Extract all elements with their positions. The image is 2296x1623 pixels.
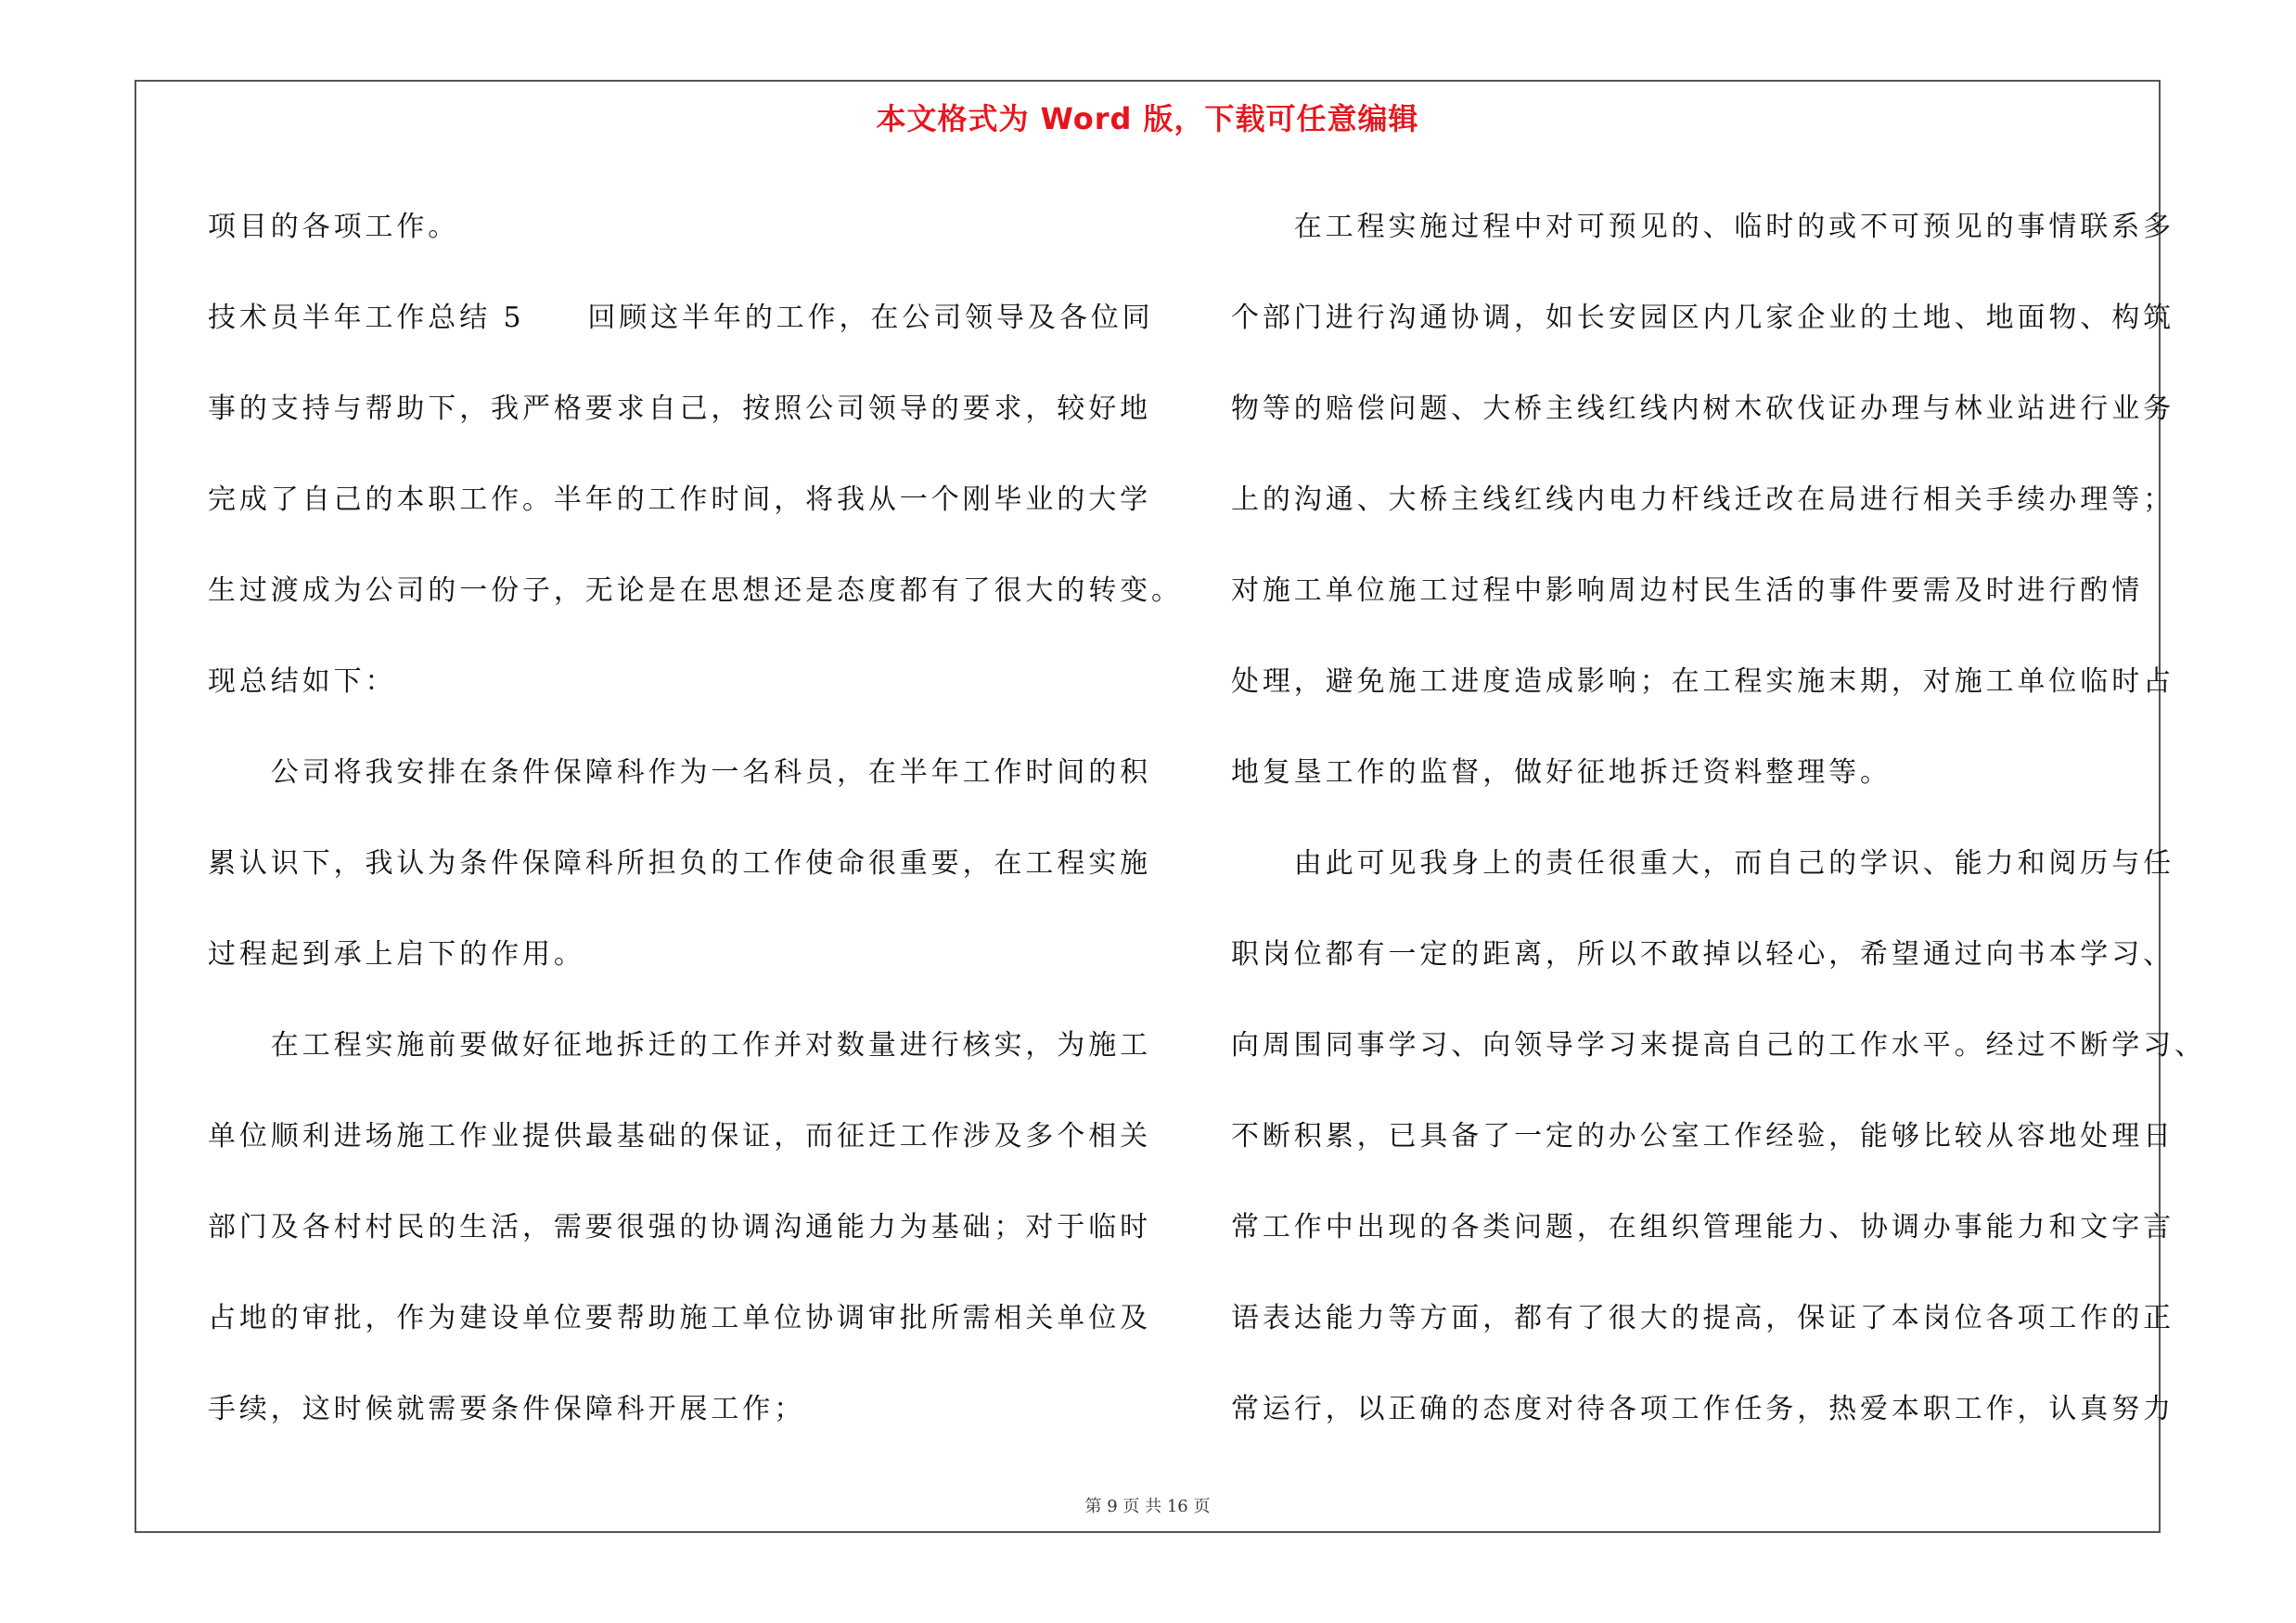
left-line: 过程起到承上启下的作用。 [208, 938, 585, 971]
right-line: 对施工单位施工过程中影响周边村民生活的事件要需及时进行酌情 [1231, 574, 2144, 607]
left-line: 公司将我安排在条件保障科作为一名科员，在半年工作时间的积 [208, 756, 1151, 789]
left-line: 事的支持与帮助下，我严格要求自己，按照公司领导的要求，较好地 [208, 393, 1151, 425]
page-frame [135, 80, 2206, 1533]
right-line: 常运行，以正确的态度对待各项工作任务，热爱本职工作，认真努力 [1231, 1393, 2174, 1425]
left-line: 技术员半年工作总结 5 回顾这半年的工作，在公司领导及各位同 [208, 302, 1154, 334]
left-line: 生过渡成为公司的一份子，无论是在思想还是态度都有了很大的转变。 [208, 574, 1183, 607]
right-line: 上的沟通、大桥主线红线内电力杆线迁改在局进行相关手续办理等； [1231, 483, 2174, 516]
right-line: 在工程实施过程中对可预见的、临时的或不可预见的事情联系多 [1231, 211, 2174, 243]
right-line: 常工作中出现的各类问题，在组织管理能力、协调办事能力和文字言 [1231, 1211, 2174, 1243]
left-line: 完成了自己的本职工作。半年的工作时间，将我从一个刚毕业的大学 [208, 483, 1151, 516]
left-line: 在工程实施前要做好征地拆迁的工作并对数量进行核实，为施工 [208, 1029, 1151, 1062]
left-line: 部门及各村村民的生活，需要很强的协调沟通能力为基础；对于临时 [208, 1211, 1151, 1243]
right-line: 由此可见我身上的责任很重大，而自己的学识、能力和阅历与任 [1231, 847, 2174, 880]
right-line: 处理，避免施工进度造成影响；在工程实施末期，对施工单位临时占 [1231, 665, 2174, 698]
right-line: 个部门进行沟通协调，如长安园区内几家企业的土地、地面物、构筑 [1231, 302, 2174, 334]
right-line: 不断积累，已具备了一定的办公室工作经验，能够比较从容地处理日 [1231, 1120, 2174, 1153]
left-line: 累认识下，我认为条件保障科所担负的工作使命很重要，在工程实施 [208, 847, 1151, 880]
left-line: 现总结如下： [208, 665, 397, 698]
right-line: 向周围同事学习、向领导学习来提高自己的工作水平。经过不断学习、 [1231, 1029, 2206, 1062]
left-line: 单位顺利进场施工作业提供最基础的保证，而征迁工作涉及多个相关 [208, 1120, 1151, 1153]
left-line: 占地的审批，作为建设单位要帮助施工单位协调审批所需相关单位及 [208, 1302, 1151, 1334]
header-banner: 本文格式为 Word 版，下载可任意编辑 [876, 101, 1419, 136]
right-line: 地复垦工作的监督，做好征地拆迁资料整理等。 [1231, 756, 1892, 789]
right-line: 职岗位都有一定的距离，所以不敢掉以轻心，希望通过向书本学习、 [1231, 938, 2174, 971]
left-column [208, 182, 1183, 1455]
left-line: 项目的各项工作。 [208, 211, 460, 243]
right-line: 语表达能力等方面，都有了很大的提高，保证了本岗位各项工作的正 [1231, 1302, 2174, 1334]
right-column [1231, 182, 2206, 1455]
right-line: 物等的赔偿问题、大桥主线红线内树木砍伐证办理与林业站进行业务 [1231, 393, 2174, 425]
page-number: 第 9 页 共 16 页 [1084, 1497, 1211, 1516]
left-line: 手续，这时候就需要条件保障科开展工作； [208, 1393, 806, 1425]
